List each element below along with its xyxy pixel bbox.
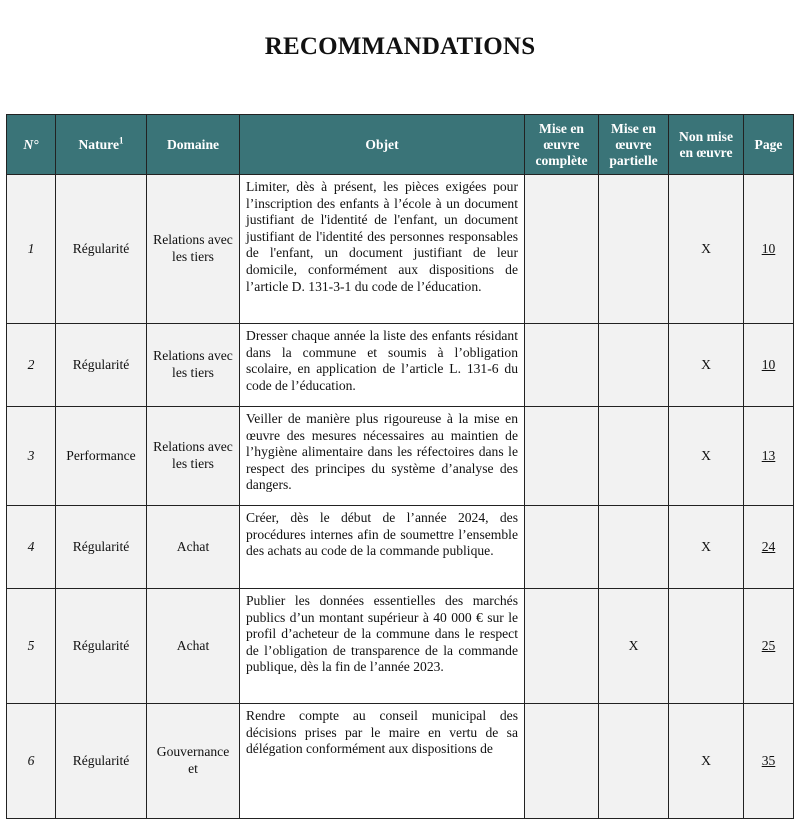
- cell-non: X: [669, 704, 744, 819]
- table-row: [7, 407, 794, 506]
- cell-partielle: [599, 506, 669, 589]
- table-row: [7, 589, 794, 704]
- recommendations-table: [6, 114, 794, 819]
- cell-domaine: Achat: [147, 506, 240, 589]
- cell-non: X: [669, 175, 744, 324]
- cell-non: [669, 589, 744, 704]
- cell-complete: [525, 506, 599, 589]
- cell-domaine: Relations avec les tiers: [147, 407, 240, 506]
- page-title: RECOMMANDATIONS: [264, 33, 536, 60]
- cell-page: [744, 704, 794, 819]
- cell-nature: Régularité: [56, 175, 147, 324]
- cell-page: [744, 407, 794, 506]
- cell-domaine: Achat: [147, 589, 240, 704]
- page-link[interactable]: 10: [761, 356, 776, 372]
- table-row: [7, 324, 794, 407]
- cell-page: [744, 324, 794, 407]
- cell-num: 5: [7, 589, 56, 704]
- cell-complete: [525, 589, 599, 704]
- header-non: Non mise en œuvre: [669, 115, 744, 175]
- cell-non: X: [669, 407, 744, 506]
- cell-objet: Limiter, dès à présent, les pièces exigées pour l’inscription des enfants à l’école à un document justifiant de l'identité de l'enfant, un document justifiant de l'identité des personnes responsables de l'enfant, un document justifiant de leur domicile, conformément aux dispositions de l’article D. 131-3-1 du code de l’éducation.: [240, 175, 525, 324]
- cell-domaine: Relations avec les tiers: [147, 175, 240, 324]
- cell-num: 3: [7, 407, 56, 506]
- cell-num: 4: [7, 506, 56, 589]
- page-link[interactable]: 13: [761, 447, 776, 463]
- page-link[interactable]: 24: [761, 538, 776, 554]
- cell-objet: Rendre compte au conseil municipal des décisions prises par le maire en vertu de sa délégation conformément aux dispositions de: [240, 704, 525, 819]
- cell-num: 6: [7, 704, 56, 819]
- cell-non: X: [669, 324, 744, 407]
- cell-complete: [525, 175, 599, 324]
- cell-non: X: [669, 506, 744, 589]
- page-link[interactable]: 35: [761, 752, 776, 768]
- cell-objet: Créer, dès le début de l’année 2024, des procédures internes afin de soumettre l’ensemble des achats au code de la commande publique.: [240, 506, 525, 589]
- footnote-ref: 1: [119, 134, 124, 145]
- cell-domaine: Relations avec les tiers: [147, 324, 240, 407]
- cell-nature: Régularité: [56, 324, 147, 407]
- cell-partielle: [599, 175, 669, 324]
- header-complete: Mise en œuvre complète: [525, 115, 599, 175]
- cell-complete: [525, 407, 599, 506]
- header-objet: Objet: [240, 115, 525, 175]
- header-nature-label: Nature: [78, 136, 120, 152]
- cell-page: [744, 175, 794, 324]
- header-nature: [56, 115, 147, 175]
- page-link[interactable]: 10: [761, 240, 776, 256]
- cell-objet: Dresser chaque année la liste des enfants résidant dans la commune et soumis à l’obligation scolaire, en application de l’article L. 131-6 du code de l’éducation.: [240, 324, 525, 407]
- cell-complete: [525, 704, 599, 819]
- cell-complete: [525, 324, 599, 407]
- table-row: [7, 704, 794, 819]
- table-row: [7, 506, 794, 589]
- page-link[interactable]: 25: [761, 637, 776, 653]
- cell-partielle: [599, 704, 669, 819]
- table-row: [7, 175, 794, 324]
- cell-num: 1: [7, 175, 56, 324]
- header-domaine: Domaine: [147, 115, 240, 175]
- cell-objet: Veiller de manière plus rigoureuse à la mise en œuvre des mesures nécessaires au maintien de l’hygiène alimentaire dans les réfectoires dans le respect des principes du système d’analyse des dangers.: [240, 407, 525, 506]
- cell-partielle: [599, 407, 669, 506]
- cell-nature: Régularité: [56, 589, 147, 704]
- cell-nature: Régularité: [56, 506, 147, 589]
- cell-partielle: X: [599, 589, 669, 704]
- cell-nature: Performance: [56, 407, 147, 506]
- header-partielle: Mise en œuvre partielle: [599, 115, 669, 175]
- cell-objet: Publier les données essentielles des marchés publics d’un montant supérieur à 40 000 € sur le profil d’acheteur de la commune dans le respect de l’obligation de transparence de la commande publique, dès la fin de l’année 2023.: [240, 589, 525, 704]
- table-header-row: [7, 115, 794, 175]
- cell-page: [744, 506, 794, 589]
- header-num: N°: [7, 115, 56, 175]
- header-page: Page: [744, 115, 794, 175]
- cell-nature: Régularité: [56, 704, 147, 819]
- cell-page: [744, 589, 794, 704]
- cell-num: 2: [7, 324, 56, 407]
- cell-domaine: Gouvernance et: [147, 704, 240, 819]
- cell-partielle: [599, 324, 669, 407]
